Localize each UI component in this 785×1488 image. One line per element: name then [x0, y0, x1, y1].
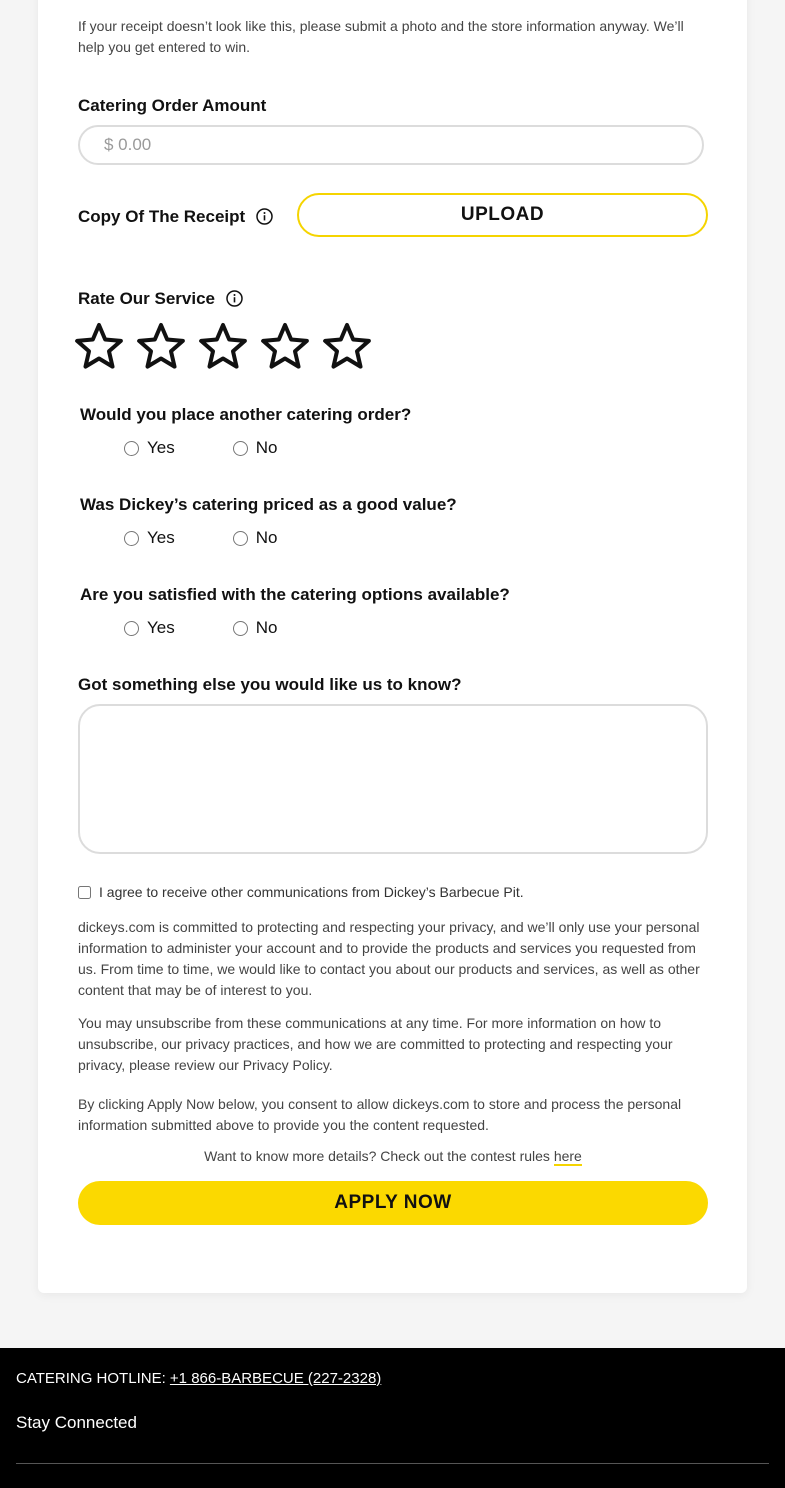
- receipt-note: If your receipt doesn’t look like this, please submit a photo and the store information anyway. We’ll help you get entered to win.: [78, 18, 684, 55]
- radio-option-yes[interactable]: Yes: [124, 618, 175, 638]
- catering-amount-label: Catering Order Amount: [78, 96, 267, 115]
- question-satisfied: Are you satisfied with the catering options available?: [80, 585, 510, 604]
- radio-no[interactable]: [233, 621, 248, 636]
- contest-rules-link[interactable]: here: [553, 1148, 582, 1164]
- hotline-phone-link[interactable]: +1 866-BARBECUE (227-2328): [169, 1370, 382, 1387]
- catering-amount-input[interactable]: [78, 125, 704, 165]
- contest-rules-text: Want to know more details? Check out the contest rules: [204, 1148, 550, 1164]
- contest-rules: [78, 1148, 708, 1164]
- receipt-copy-label: Copy Of The Receipt: [78, 207, 246, 226]
- footer-divider: [16, 1463, 769, 1464]
- radio-group-satisfied: [124, 618, 277, 638]
- info-icon[interactable]: [256, 208, 273, 230]
- hotline-label: CATERING HOTLINE:: [16, 1370, 166, 1387]
- star-icon[interactable]: [322, 322, 372, 372]
- info-icon[interactable]: [226, 290, 243, 312]
- star-rating[interactable]: [74, 322, 372, 372]
- privacy-text-2: You may unsubscribe from these communications at any time. For more information on how to unsubscribe, our privacy practices, and how we are committed to protecting and respecting your privacy, please review our Privacy Policy.: [78, 1015, 673, 1073]
- communications-checkbox-label: I agree to receive other communications from Dickey’s Barbecue Pit.: [99, 884, 524, 900]
- radio-option-yes[interactable]: Yes: [124, 528, 175, 548]
- star-icon[interactable]: [74, 322, 124, 372]
- radio-option-no[interactable]: No: [233, 438, 278, 458]
- question-value: Was Dickey’s catering priced as a good value?: [80, 495, 457, 514]
- star-icon[interactable]: [136, 322, 186, 372]
- catering-hotline: [16, 1370, 381, 1387]
- rating-label: Rate Our Service: [78, 289, 216, 308]
- apply-now-button[interactable]: APPLY NOW: [78, 1181, 708, 1225]
- radio-option-no[interactable]: No: [233, 618, 278, 638]
- star-icon[interactable]: [198, 322, 248, 372]
- radio-yes[interactable]: [124, 531, 139, 546]
- radio-yes[interactable]: [124, 441, 139, 456]
- upload-button[interactable]: UPLOAD: [297, 193, 708, 237]
- communications-consent[interactable]: [78, 884, 524, 900]
- radio-group-reorder: [124, 438, 277, 458]
- radio-yes[interactable]: [124, 621, 139, 636]
- rating-label-row: [78, 289, 243, 312]
- communications-checkbox[interactable]: [78, 886, 91, 899]
- radio-group-value: [124, 528, 277, 548]
- stay-connected: Stay Connected: [16, 1413, 137, 1432]
- radio-option-yes[interactable]: Yes: [124, 438, 175, 458]
- radio-no[interactable]: [233, 531, 248, 546]
- star-icon[interactable]: [260, 322, 310, 372]
- question-reorder: Would you place another catering order?: [80, 405, 412, 424]
- radio-no[interactable]: [233, 441, 248, 456]
- apply-consent-text: By clicking Apply Now below, you consent to allow dickeys.com to store and process the personal information submitted above to provide you the content requested.: [78, 1096, 682, 1133]
- radio-option-no[interactable]: No: [233, 528, 278, 548]
- comments-textarea[interactable]: [78, 704, 708, 854]
- privacy-text-1: dickeys.com is committed to protecting and respecting your privacy, and we’ll only use your personal information to administer your account and to provide the products and services you requested from us. From time to time, we would like to contact you about our products and services, as well as other content that may be of interest to you.: [78, 919, 700, 998]
- receipt-copy-label-row: [78, 207, 273, 230]
- comments-label: Got something else you would like us to know?: [78, 675, 462, 694]
- site-footer: [0, 1348, 785, 1488]
